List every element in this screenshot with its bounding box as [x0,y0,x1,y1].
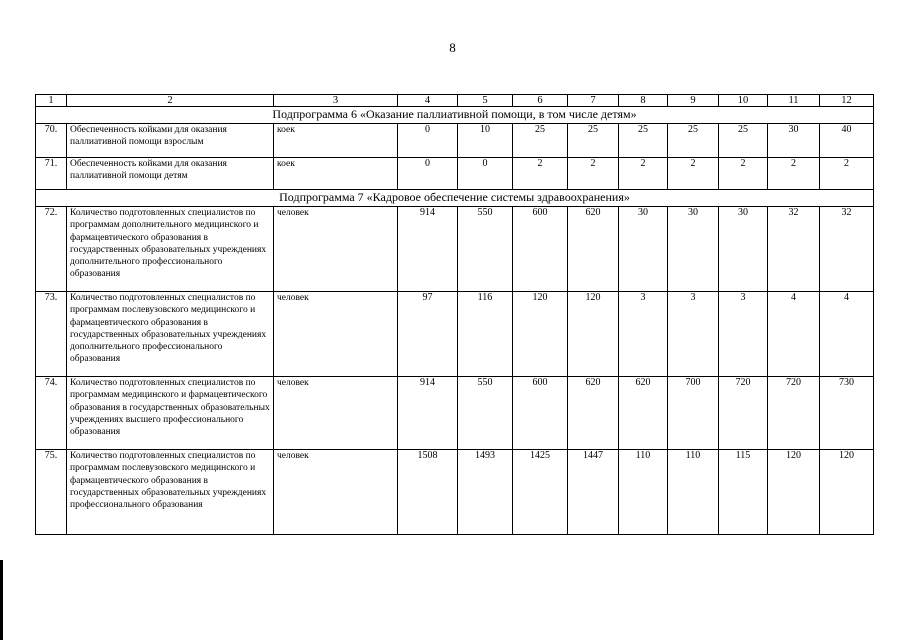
column-number: 9 [668,95,719,107]
value-cell: 3 [719,292,768,377]
value-cell: 2 [568,158,619,190]
value-cell: 620 [619,377,668,450]
row-number: 75. [36,450,67,535]
value-cell: 25 [668,124,719,158]
section-title: Подпрограмма 7 «Кадровое обеспечение системы здравоохранения» [36,190,874,207]
value-cell: 25 [719,124,768,158]
value-cell: 1425 [513,450,568,535]
table-row [36,124,874,158]
value-cell: 2 [619,158,668,190]
value-cell: 32 [768,207,820,292]
unit: коек [274,158,398,190]
value-cell: 32 [820,207,874,292]
row-number: 70. [36,124,67,158]
section-title: Подпрограмма 6 «Оказание паллиативной помощи, в том числе детям» [36,107,874,124]
value-cell: 1508 [398,450,458,535]
indicator-name: Обеспеченность койками для оказания паллиативной помощи детям [67,158,274,190]
section-header-row [36,107,874,124]
value-cell: 2 [768,158,820,190]
value-cell: 110 [668,450,719,535]
value-cell: 600 [513,377,568,450]
value-cell: 10 [458,124,513,158]
column-number: 3 [274,95,398,107]
value-cell: 620 [568,377,619,450]
value-cell: 1493 [458,450,513,535]
value-cell: 2 [820,158,874,190]
value-cell: 1447 [568,450,619,535]
row-number: 72. [36,207,67,292]
value-cell: 3 [619,292,668,377]
row-number: 71. [36,158,67,190]
value-cell: 700 [668,377,719,450]
value-cell: 30 [768,124,820,158]
value-cell: 0 [458,158,513,190]
value-cell: 720 [768,377,820,450]
indicator-name: Количество подготовленных специалистов по программам послевузовского медицинского и фармацевтического образования в государственных образовательных учреждениях дополнительного профессионального образования [67,292,274,377]
value-cell: 4 [820,292,874,377]
unit: человек [274,207,398,292]
value-cell: 550 [458,377,513,450]
column-number: 8 [619,95,668,107]
table-row [36,207,874,292]
table-row [36,158,874,190]
column-number: 10 [719,95,768,107]
value-cell: 120 [820,450,874,535]
column-number: 6 [513,95,568,107]
value-cell: 120 [768,450,820,535]
value-cell: 620 [568,207,619,292]
value-cell: 110 [619,450,668,535]
table-row [36,450,874,535]
indicator-name: Количество подготовленных специалистов по программам медицинского и фармацевтического образования в государственных образовательных учреждениях высшего профессионального образования [67,377,274,450]
unit: человек [274,377,398,450]
scan-edge-mark [0,560,3,640]
page-number: 8 [449,40,456,55]
column-number: 1 [36,95,67,107]
value-cell: 720 [719,377,768,450]
value-cell: 25 [568,124,619,158]
column-number: 2 [67,95,274,107]
indicator-name: Обеспеченность койками для оказания паллиативной помощи взрослым [67,124,274,158]
value-cell: 2 [513,158,568,190]
value-cell: 914 [398,207,458,292]
table-row [36,377,874,450]
value-cell: 116 [458,292,513,377]
value-cell: 550 [458,207,513,292]
column-number: 4 [398,95,458,107]
unit: человек [274,292,398,377]
value-cell: 30 [719,207,768,292]
value-cell: 2 [719,158,768,190]
value-cell: 0 [398,124,458,158]
value-cell: 0 [398,158,458,190]
value-cell: 2 [668,158,719,190]
value-cell: 25 [619,124,668,158]
value-cell: 30 [668,207,719,292]
row-number: 73. [36,292,67,377]
value-cell: 730 [820,377,874,450]
value-cell: 120 [568,292,619,377]
column-number: 7 [568,95,619,107]
value-cell: 40 [820,124,874,158]
indicators-table [35,94,874,535]
value-cell: 4 [768,292,820,377]
section-header-row [36,190,874,207]
value-cell: 30 [619,207,668,292]
indicator-name: Количество подготовленных специалистов по программам послевузовского медицинского и фармацевтического образования в государственных образовательных учреждениях профессионального образования [67,450,274,535]
value-cell: 914 [398,377,458,450]
indicator-name: Количество подготовленных специалистов по программам дополнительного медицинского и фармацевтического образования в государственных образовательных учреждениях дополнительного профессионального образования [67,207,274,292]
value-cell: 25 [513,124,568,158]
column-number: 12 [820,95,874,107]
value-cell: 120 [513,292,568,377]
column-number-row [36,95,874,107]
unit: коек [274,124,398,158]
row-number: 74. [36,377,67,450]
value-cell: 97 [398,292,458,377]
value-cell: 600 [513,207,568,292]
unit: человек [274,450,398,535]
value-cell: 3 [668,292,719,377]
table-row [36,292,874,377]
value-cell: 115 [719,450,768,535]
column-number: 5 [458,95,513,107]
column-number: 11 [768,95,820,107]
